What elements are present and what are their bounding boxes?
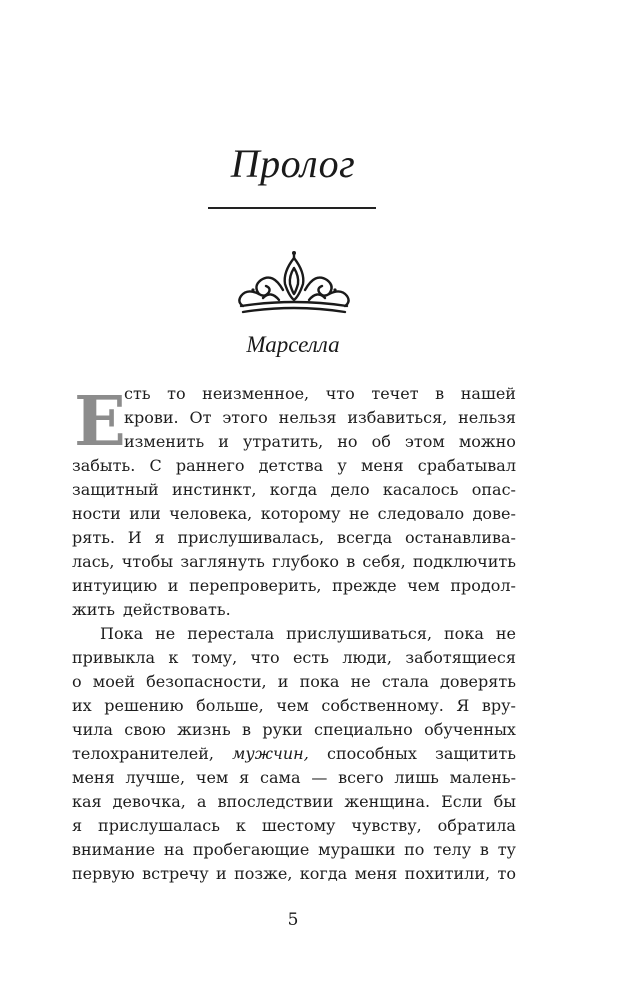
word: что <box>325 384 355 403</box>
word: чила <box>72 720 113 739</box>
word: руки <box>262 720 303 739</box>
word: вру- <box>481 696 516 715</box>
word: внимание <box>72 840 156 859</box>
text-line <box>124 406 516 430</box>
text-line <box>72 526 516 550</box>
word: специально <box>314 720 413 739</box>
word: и <box>216 864 227 883</box>
word: и <box>277 672 289 691</box>
word: шестому <box>261 816 336 835</box>
word: способных <box>326 744 417 763</box>
word: что <box>250 648 280 667</box>
word: От <box>189 408 212 427</box>
word: глубоко <box>272 552 339 571</box>
text-line <box>72 862 516 886</box>
word: сама <box>260 768 301 787</box>
word: но <box>337 432 358 451</box>
word: когда <box>269 480 318 499</box>
word: не <box>155 624 176 643</box>
word: меня <box>72 768 115 787</box>
word: которому <box>260 504 341 523</box>
word: чем <box>195 768 229 787</box>
word: нашей <box>460 384 516 403</box>
tiara-icon <box>233 250 355 318</box>
word: этом <box>404 432 445 451</box>
word: на <box>163 840 185 859</box>
word: всегда <box>336 528 393 547</box>
word: мужчин, <box>232 744 309 763</box>
word: останавлива- <box>404 528 516 547</box>
word: не <box>495 624 516 643</box>
word: к <box>168 648 179 667</box>
word: нельзя <box>278 408 337 427</box>
word: лишь <box>394 768 439 787</box>
word: продол- <box>450 576 516 595</box>
word: защитить <box>435 744 516 763</box>
word: лась, <box>72 552 115 571</box>
word: Пока <box>100 624 144 643</box>
word: прислушиваться, <box>286 624 433 643</box>
word: крови. <box>124 408 179 427</box>
text-line: жить действовать. <box>72 600 231 619</box>
word: обратила <box>437 816 516 835</box>
word: заботящиеся <box>405 648 516 667</box>
word: в <box>435 384 445 403</box>
word: пробегающие <box>192 840 310 859</box>
text-line <box>72 622 516 646</box>
word: меня <box>354 864 398 883</box>
word: чем <box>276 696 309 715</box>
word: то <box>497 864 516 883</box>
chapter-narrator: Марселла <box>246 332 340 357</box>
text-line <box>72 742 516 766</box>
text-line <box>72 766 516 790</box>
word: то <box>167 384 186 403</box>
word: прислушалась <box>98 816 220 835</box>
word: об <box>371 432 391 451</box>
word: решению <box>104 696 184 715</box>
text-line <box>72 478 516 502</box>
word: позже, <box>234 864 293 883</box>
text-line <box>72 694 516 718</box>
text-line <box>72 838 516 862</box>
text-line <box>124 430 516 454</box>
word: пока <box>299 672 340 691</box>
text-line <box>72 502 516 526</box>
word: и <box>218 432 229 451</box>
word: утратить, <box>242 432 324 451</box>
word: обученных <box>424 720 516 739</box>
word: чем <box>407 576 440 595</box>
word: интуицию <box>72 576 158 595</box>
word: изменить <box>124 432 205 451</box>
word: телохранителей, <box>72 744 214 763</box>
word: чтобы <box>121 552 174 571</box>
word: доверять <box>440 672 516 691</box>
word: стала <box>381 672 429 691</box>
word: больше, <box>196 696 264 715</box>
word: раннего <box>175 456 245 475</box>
word: девочка, <box>112 792 186 811</box>
word: телу <box>433 840 472 859</box>
word: жизнь <box>177 720 231 739</box>
word: этого <box>222 408 268 427</box>
word: и <box>167 576 179 595</box>
word: опас- <box>471 480 516 499</box>
word: кая <box>72 792 102 811</box>
text-line <box>72 550 516 574</box>
word: С <box>149 456 162 475</box>
page-number: 5 <box>287 910 299 930</box>
word: по <box>404 840 425 859</box>
text-line <box>72 718 516 742</box>
word: себя, <box>362 552 406 571</box>
word: собственному. <box>321 696 444 715</box>
word: ту <box>497 840 516 859</box>
word: сть <box>124 384 151 403</box>
word: срабатывал <box>417 456 516 475</box>
drop-cap: Е <box>74 382 126 462</box>
word: у <box>337 456 347 475</box>
word: свою <box>124 720 166 739</box>
word: всего <box>338 768 384 787</box>
word: дело <box>330 480 370 499</box>
text-line <box>72 670 516 694</box>
word: пока <box>444 624 484 643</box>
word: бы <box>493 792 516 811</box>
word: детства <box>258 456 324 475</box>
word: касалось <box>382 480 459 499</box>
word: малень- <box>449 768 516 787</box>
word: когда <box>299 864 348 883</box>
word: неизменное, <box>202 384 310 403</box>
word: меня <box>360 456 404 475</box>
word: заглянуть <box>180 552 265 571</box>
word: Я <box>456 696 470 715</box>
word: не <box>349 504 370 523</box>
word: есть <box>292 648 329 667</box>
word: женщина. <box>344 792 431 811</box>
word: в <box>346 552 356 571</box>
word: или <box>129 504 161 523</box>
word: перестала <box>187 624 275 643</box>
word: первую <box>72 864 135 883</box>
text-line <box>72 646 516 670</box>
word: прежде <box>332 576 397 595</box>
word: не <box>350 672 371 691</box>
word: перепроверить, <box>189 576 322 595</box>
word: люди, <box>342 648 393 667</box>
chapter-title: Пролог <box>230 141 356 186</box>
word: а <box>196 792 207 811</box>
word: лучше, <box>125 768 186 787</box>
word: можно <box>458 432 516 451</box>
word: забыть. <box>72 456 136 475</box>
word: я <box>239 768 250 787</box>
text-line <box>72 790 516 814</box>
text-line <box>124 382 516 406</box>
word: инстинкт, <box>172 480 257 499</box>
word: в <box>479 840 489 859</box>
word: чувству, <box>351 816 422 835</box>
word: следовало <box>377 504 465 523</box>
word: их <box>72 696 92 715</box>
word: течет <box>371 384 419 403</box>
word: тому, <box>191 648 238 667</box>
word: безопасности, <box>146 672 267 691</box>
word: дове- <box>472 504 516 523</box>
text-line <box>72 814 516 838</box>
word: к <box>235 816 246 835</box>
word: я <box>154 528 165 547</box>
text-line <box>72 574 516 598</box>
word: о <box>72 672 82 691</box>
word: ности <box>72 504 121 523</box>
word: нельзя <box>458 408 516 427</box>
word: подключить <box>412 552 516 571</box>
word: И <box>127 528 142 547</box>
word: впоследствии <box>217 792 334 811</box>
word: привыкла <box>72 648 156 667</box>
word: Если <box>441 792 483 811</box>
title-divider <box>208 207 376 209</box>
word: рять. <box>72 528 115 547</box>
word: моей <box>92 672 135 691</box>
word: человека, <box>169 504 253 523</box>
word: я <box>72 816 83 835</box>
text-line <box>72 454 516 478</box>
body-text <box>72 382 516 886</box>
word: защитный <box>72 480 159 499</box>
word: мурашки <box>318 840 396 859</box>
word: встречу <box>142 864 209 883</box>
word: избавиться, <box>347 408 448 427</box>
word: в <box>242 720 252 739</box>
word: похитили, <box>404 864 491 883</box>
word: — <box>311 768 328 787</box>
word: прислушивалась, <box>177 528 325 547</box>
